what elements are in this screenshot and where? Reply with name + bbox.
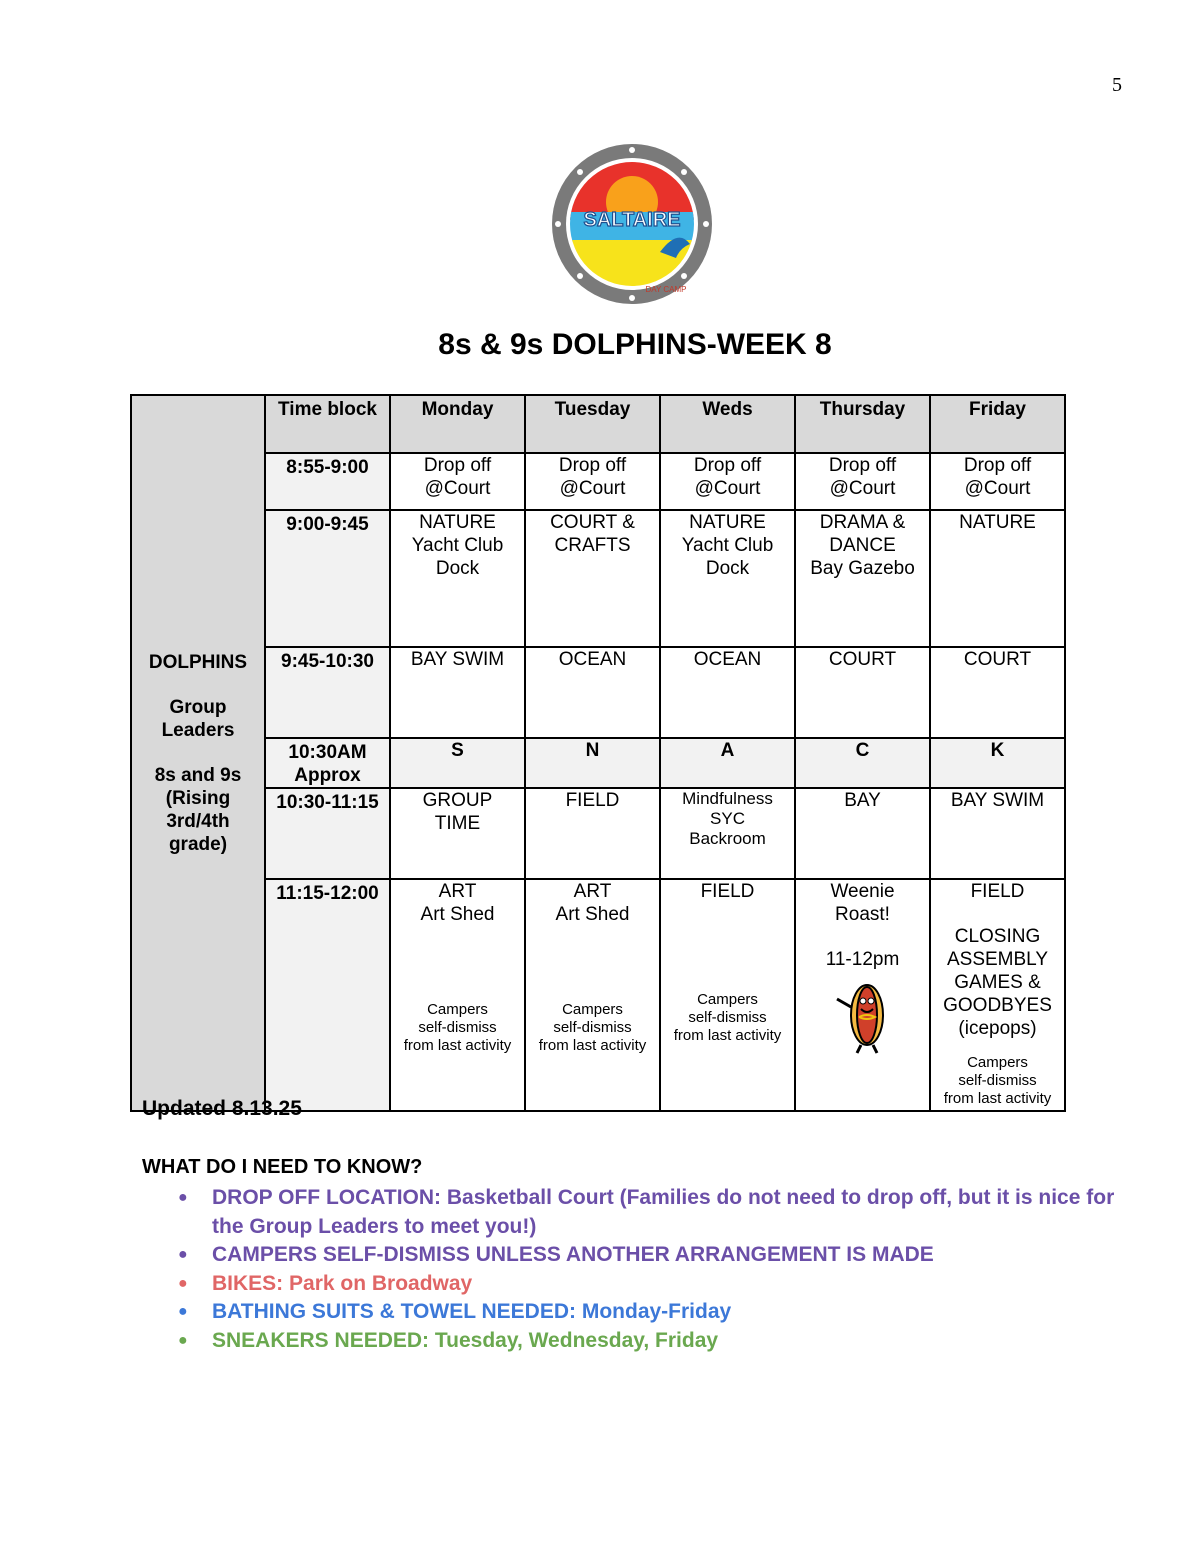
table-row [131, 647, 1065, 738]
table-cell: A [660, 738, 795, 788]
table-cell: C [795, 738, 930, 788]
header-weds: Weds [660, 395, 795, 453]
table-cell: Mindfulness SYC Backroom [660, 788, 795, 879]
group-name: DOLPHINS [148, 651, 248, 673]
table-cell: BAY [795, 788, 930, 879]
time-cell: 10:30AM Approx [265, 738, 390, 788]
list-item: ● DROP OFF LOCATION: Basketball Court (Families do not need to drop off, but it is nice for the Group Leaders to meet you!) [178, 1186, 1115, 1238]
table-cell: Drop off @Court [390, 453, 525, 510]
dismiss-note: Campers self-dismiss from last activity [673, 991, 782, 1044]
table-cell: FIELD [525, 788, 660, 879]
table-cell: DRAMA & DANCE Bay Gazebo [795, 510, 930, 647]
header-thursday: Thursday [795, 395, 930, 453]
schedule-table [130, 394, 1066, 1112]
table-cell: Drop off @Court [660, 453, 795, 510]
logo-text: SALTAIRE [583, 209, 681, 231]
header-tuesday: Tuesday [525, 395, 660, 453]
table-cell: ART Art Shed Campers self-dismiss from last activity [390, 879, 525, 1111]
table-cell: OCEAN [660, 647, 795, 738]
table-row [131, 453, 1065, 510]
table-cell: COURT & CRAFTS [525, 510, 660, 647]
table-cell: FIELD CLOSING ASSEMBLY GAMES & GOODBYES (icepops) Campers self-dismiss from last activity [930, 879, 1065, 1111]
table-cell: N [525, 738, 660, 788]
header-monday: Monday [390, 395, 525, 453]
table-cell: OCEAN [525, 647, 660, 738]
table-cell: ART Art Shed Campers self-dismiss from last activity [525, 879, 660, 1111]
notes-heading: WHAT DO I NEED TO KNOW? [142, 1156, 423, 1178]
table-cell: GROUP TIME [390, 788, 525, 879]
table-cell: Drop off @Court [930, 453, 1065, 510]
time-cell: 10:30-11:15 [265, 788, 390, 879]
table-cell: Drop off @Court [795, 453, 930, 510]
time-cell: 9:00-9:45 [265, 510, 390, 647]
dismiss-note: Campers self-dismiss from last activity [943, 1054, 1052, 1107]
notes-list [172, 1184, 1122, 1355]
snack-letter-row [131, 738, 1065, 788]
weenie-roast-time: 11-12pm [825, 949, 900, 970]
table-cell: NATURE Yacht Club Dock [660, 510, 795, 647]
list-item: ● SNEAKERS NEEDED: Tuesday, Wednesday, Friday [178, 1328, 719, 1352]
table-cell: BAY SWIM [930, 788, 1065, 879]
time-cell: 9:45-10:30 [265, 647, 390, 738]
list-item: ● BIKES: Park on Broadway [178, 1271, 473, 1295]
table-cell: NATURE [930, 510, 1065, 647]
group-leaders-label: Group Leaders [161, 696, 235, 741]
group-side-panel [131, 395, 265, 1111]
table-row [131, 510, 1065, 647]
table-cell: NATURE Yacht Club Dock [390, 510, 525, 647]
group-ages: 8s and 9s (Rising 3rd/4th grade) [154, 764, 242, 855]
logo-subtext: DAY CAMP [645, 285, 687, 294]
time-cell: 8:55-9:00 [265, 453, 390, 510]
page-title: 8s & 9s DOLPHINS-WEEK 8 [438, 328, 832, 361]
table-cell: K [930, 738, 1065, 788]
table-cell: Drop off @Court [525, 453, 660, 510]
hotdog-icon [827, 977, 899, 1055]
time-cell: 11:15-12:00 [265, 879, 390, 1111]
camp-logo [548, 140, 716, 308]
dismiss-note: Campers self-dismiss from last activity [538, 1001, 647, 1054]
table-cell: Weenie Roast! 11-12pm [795, 879, 930, 1111]
header-row [131, 395, 1065, 453]
table-row [131, 788, 1065, 879]
table-cell: BAY SWIM [390, 647, 525, 738]
closing-assembly: CLOSING ASSEMBLY GAMES & GOODBYES (icepops) [943, 926, 1052, 1039]
header-time-block: Time block [265, 395, 390, 453]
table-cell: COURT [930, 647, 1065, 738]
header-friday: Friday [930, 395, 1065, 453]
dismiss-note: Campers self-dismiss from last activity [403, 1001, 512, 1054]
list-item: ● CAMPERS SELF-DISMISS UNLESS ANOTHER ARRANGEMENT IS MADE [178, 1243, 934, 1266]
table-cell: FIELD Campers self-dismiss from last activity [660, 879, 795, 1111]
table-cell: COURT [795, 647, 930, 738]
list-item: ● BATHING SUITS & TOWEL NEEDED: Monday-Friday [178, 1300, 732, 1323]
table-row [131, 879, 1065, 1111]
updated-date: Updated 8.13.25 [142, 1097, 302, 1120]
page-number: 5 [1112, 74, 1122, 96]
table-cell: S [390, 738, 525, 788]
